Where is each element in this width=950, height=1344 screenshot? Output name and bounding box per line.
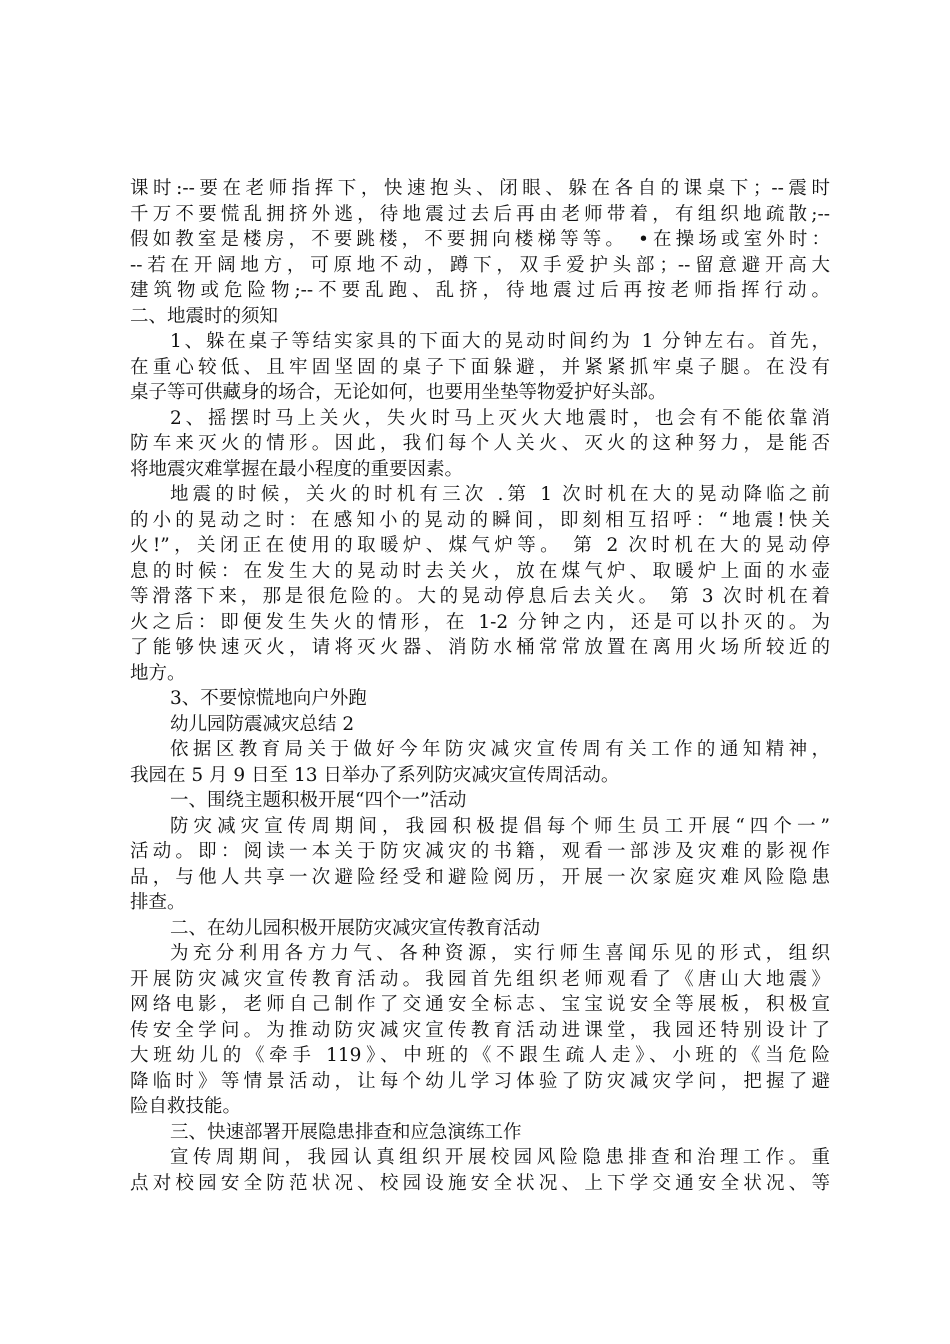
text-line: 千万不要慌乱拥挤外逃，待地震过去后再由老师带着，有组织地疏散;-- [130, 203, 830, 225]
text-line: 课时:--要在老师指挥下，快速抱头、闭眼、躲在各自的课桌下；--震时 [130, 178, 830, 199]
text-line: 一、围绕主题积极开展“四个一”活动 [170, 790, 467, 811]
text-line: 依据区教育局关于做好今年防灾减灾宣传周有关工作的通知精神， [170, 739, 830, 760]
text-line: 的小的晃动之时：在感知小的晃动的瞬间，即刻相互招呼：“地震!快关 [130, 509, 830, 531]
text-line: 点对校园安全防范状况、校园设施安全状况、上下学交通安全状况、等 [130, 1172, 830, 1194]
text-line: 了能够快速灭火，请将灭火器、消防水桶常常放置在离用火场所较近的 [130, 637, 830, 658]
text-line: 开展防灾减灾宣传教育活动。我园首先组织老师观看了《唐山大地震》 [130, 968, 830, 990]
text-line: 大班幼儿的《牵手 119》、中班的《不跟生疏人走》、小班的《当危险 [130, 1045, 830, 1066]
text-line: 火之后：即便发生失火的情形，在 1-2 分钟之内，还是可以扑灭的。为 [130, 611, 830, 633]
text-line: 三、快速部署开展隐患排查和应急演练工作 [170, 1121, 522, 1143]
text-line: 3、不要惊慌地向户外跑 [170, 688, 367, 709]
text-line: 息的时候：在发生大的晃动时去关火，放在煤气炉、取暖炉上面的水壶 [130, 560, 830, 582]
text-line: 二、地震时的须知 [130, 305, 279, 327]
text-line: 1、躲在桌子等结实家具的下面大的晃动时间约为 1 分钟左右。首先， [170, 331, 830, 352]
text-line: 品，与他人共享一次避险经受和避险阅历，开展一次家庭灾难风险隐患 [130, 866, 830, 888]
text-line: 防车来灭火的情形。因此，我们每个人关火、灭火的这种努力，是能否 [130, 433, 830, 454]
text-line: 假如教室是楼房，不要跳楼，不要拥向楼梯等等。 •在操场或室外时： [130, 229, 830, 250]
text-line: 传安全学问。为推动防灾减灾宣传教育活动进课堂，我园还特别设计了 [130, 1019, 830, 1041]
text-line: 降临时》等情景活动，让每个幼儿学习体验了防灾减灾学问，把握了避 [130, 1070, 830, 1092]
text-line: 地震的时候，关火的时机有三次 .第 1 次时机在大的晃动降临之前 [170, 484, 830, 505]
text-line: 幼儿园防震减灾总结 2 [170, 713, 355, 735]
text-line: 防灾减灾宣传周期间，我园积极提倡每个师生员工开展“四个一” [170, 815, 830, 837]
text-line: 我园在 5 月 9 日至 13 日举办了系列防灾减灾宣传周活动。 [130, 764, 620, 786]
text-line: 网络电影，老师自己制作了交通安全标志、宝宝说安全等展板，积极宣 [130, 994, 830, 1015]
text-line: 火!”，关闭正在使用的取暖炉、煤气炉等。 第 2 次时机在大的晃动停 [130, 535, 830, 556]
document-page [130, 176, 830, 1196]
text-line: 宣传周期间，我园认真组织开展校园风险隐患排查和治理工作。重 [170, 1147, 830, 1168]
text-line: 桌子等可供藏身的场合，无论如何，也要用坐垫等物爱护好头部。 [130, 382, 667, 403]
text-line: 2、摇摆时马上关火，失火时马上灭火大地震时，也会有不能依靠消 [170, 407, 830, 429]
text-line: 将地震灾难掌握在最小程度的重要因素。 [130, 458, 464, 480]
text-line: 活动。即：阅读一本关于防灾减灾的书籍，观看一部涉及灾难的影视作 [130, 841, 830, 862]
text-line: --若在开阔地方，可原地不动，蹲下，双手爱护头部；--留意避开高大 [130, 254, 830, 276]
text-line: 在重心较低、且牢固坚固的桌子下面躲避，并紧紧抓牢桌子腿。在没有 [130, 356, 830, 378]
text-line: 地方。 [130, 662, 186, 684]
text-line: 建筑物或危险物;--不要乱跑、乱挤，待地震过后再按老师指挥行动。 [130, 280, 830, 301]
text-line: 险自救技能。 [130, 1096, 242, 1117]
text-line: 等滑落下来，那是很危险的。大的晃动停息后去关火。 第 3 次时机在着 [130, 586, 830, 607]
text-line: 为充分利用各方力气、各种资源，实行师生喜闻乐见的形式，组织 [170, 943, 830, 964]
text-line: 二、在幼儿园积极开展防灾减灾宣传教育活动 [170, 917, 541, 939]
text-line: 排查。 [130, 892, 186, 913]
